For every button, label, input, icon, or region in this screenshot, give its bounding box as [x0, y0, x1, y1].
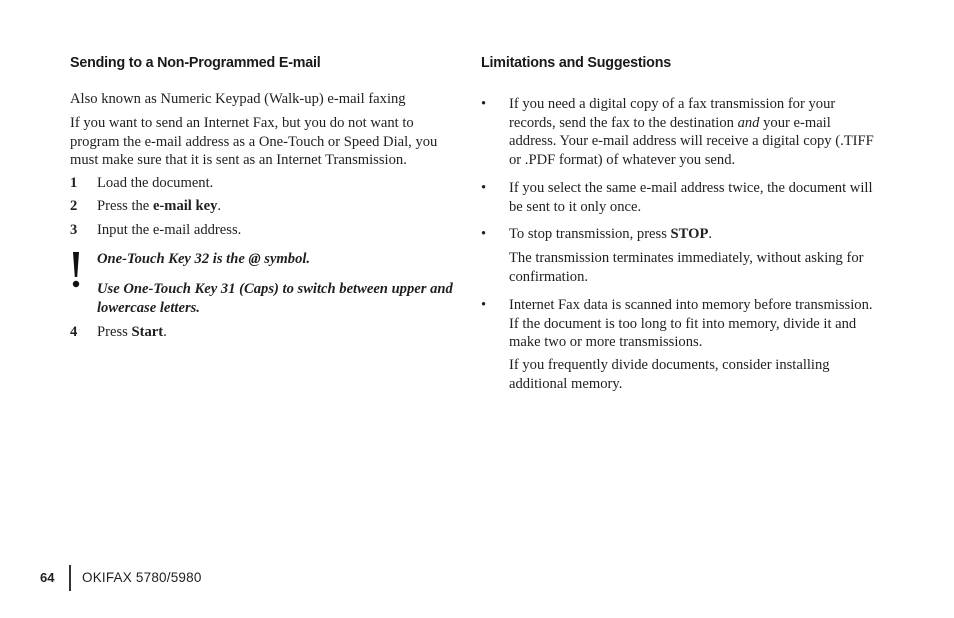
step-number: 1 [70, 175, 78, 191]
intro-text: Also known as Numeric Keypad (Walk-up) e-mail faxing [70, 91, 406, 107]
step-text: Press the e-mail key. [97, 198, 222, 214]
step-number: 4 [70, 324, 78, 340]
bullet-subtext-stop: The transmission terminates immediately, without asking for confirmation. [509, 250, 864, 285]
bullet-text: If you need a digital copy of a fax transmission for your records, send the fax to the destination and your e-mail address. Your e-mail address will receive a digital copy (.TIFF or .PDF format) of whatever you send. [509, 96, 874, 168]
bullet-text: To stop transmission, press STOP. [509, 226, 713, 242]
bullet-text: Internet Fax data is scanned into memory before transmission. If the document is too long to fit into memory, divide it and make two or more transmissions. [509, 297, 873, 350]
exclamation-icon [70, 250, 82, 290]
footer-divider [69, 565, 71, 591]
footer-product-title: OKIFAX 5780/5980 [82, 570, 202, 585]
intro-paragraph: If you want to send an Internet Fax, but you do not want to program the e-mail address as a One-Touch or Speed Dial, you must make sure that it is sent as an Internet Transmission. [70, 115, 438, 168]
bullet-marker: • [481, 96, 487, 112]
page-number: 64 [40, 570, 55, 585]
bullet-marker: • [481, 297, 487, 313]
step-number: 2 [70, 198, 78, 214]
bullet-marker: • [481, 226, 487, 242]
step-text: Press Start. [97, 324, 167, 340]
key-name: Start [131, 324, 164, 340]
bullet-marker: • [481, 180, 487, 196]
key-name: STOP [670, 226, 709, 242]
section-heading-limitations: Limitations and Suggestions [481, 55, 672, 71]
bullet-subtext-memory: If you frequently divide documents, consider installing additional memory. [509, 357, 830, 392]
step-text: Input the e-mail address. [97, 222, 242, 238]
step-text: Load the document. [97, 175, 214, 191]
section-heading-non-programmed: Sending to a Non-Programmed E-mail [70, 55, 321, 71]
note-caps-key: Use One-Touch Key 31 (Caps) to switch between upper and lowercase letters. [97, 281, 453, 316]
key-name: e-mail key [152, 198, 218, 214]
step-number: 3 [70, 222, 78, 238]
bullet-text: If you select the same e-mail address twice, the document will be sent to it only once. [509, 180, 873, 215]
note-at-symbol: One-Touch Key 32 is the @ symbol. [97, 251, 311, 267]
